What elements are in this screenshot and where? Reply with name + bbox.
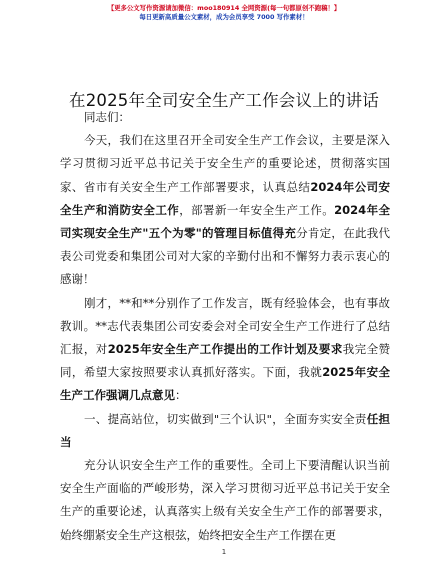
p2-text-e: ： [175, 388, 187, 403]
p2-bold-d: 2025年安全生产工作强调几点意见 [60, 365, 390, 403]
section1-text-a: 一、提高站位，切实做到"三个认识"，全面夯实安全责 [84, 411, 367, 426]
salutation: 同志们： [84, 110, 130, 124]
p1-text-a: 今天，我们在这里召开全司安全生产工作会议，主要是深入学习贯彻习近平总书记关于安全生产的重要论述，贯彻落实国家、省市有关安全生产工作部署要求，认真总结 [60, 133, 390, 194]
document-title: 在2025年全司安全生产工作会议上的讲话 [69, 91, 379, 110]
header-banner [0, 4, 448, 22]
p1-text-c: ，部署新一年安全生产工作。 [179, 202, 335, 217]
page-number: 1 [221, 548, 227, 556]
p2-bold-b: 2025年安全生产工作提出的工作计划及要求 [107, 342, 343, 357]
banner-line-2: 每日更新高质量公文素材，成为会员享受 7000 写作素材！ [139, 13, 309, 21]
paragraph-3: 充分认识安全生产工作的重要性。全司上下要清醒认识当前安全生产面临的严峻形势，深入学习贯彻习近平总书记关于安全生产的重要论述，认真落实上级有关安全生产工作的部署要求，始终绷紧安全生产这根弦，始终把安全生产工作摆在更 [60, 458, 390, 542]
paragraph-2 [60, 292, 390, 408]
p2-text-a: 刚才，**和**分别作了工作发言，既有经验体会，也有事故教训。**志代表集团公司安委会对全司安全生产工作进行了总结汇报，对 [60, 295, 390, 357]
p1-bold-b: 2024年公司安全生产和消防安全工作 [60, 179, 390, 217]
p1-text-e: 分肯定，在此我代表公司党委和集团公司对大家的辛勤付出和不懈努力表示衷心的感谢！ [60, 226, 391, 287]
section-heading-1 [60, 408, 390, 454]
paragraph-1 [60, 129, 390, 291]
p1-bold-d: 2024年全司实现安全生产"五个为零"的管理目标值得充 [60, 202, 391, 241]
document-body [60, 106, 390, 547]
p2-text-c: 我完全赞同，希望大家按照要求认真抓好落实。下面，我就 [60, 342, 391, 380]
section1-bold-b: 任担当 [60, 411, 391, 449]
banner-line-1: 【更多公文写作资源请加微信：moo180914 全网资源(每一句都原创不跑稿！】 [107, 4, 341, 12]
